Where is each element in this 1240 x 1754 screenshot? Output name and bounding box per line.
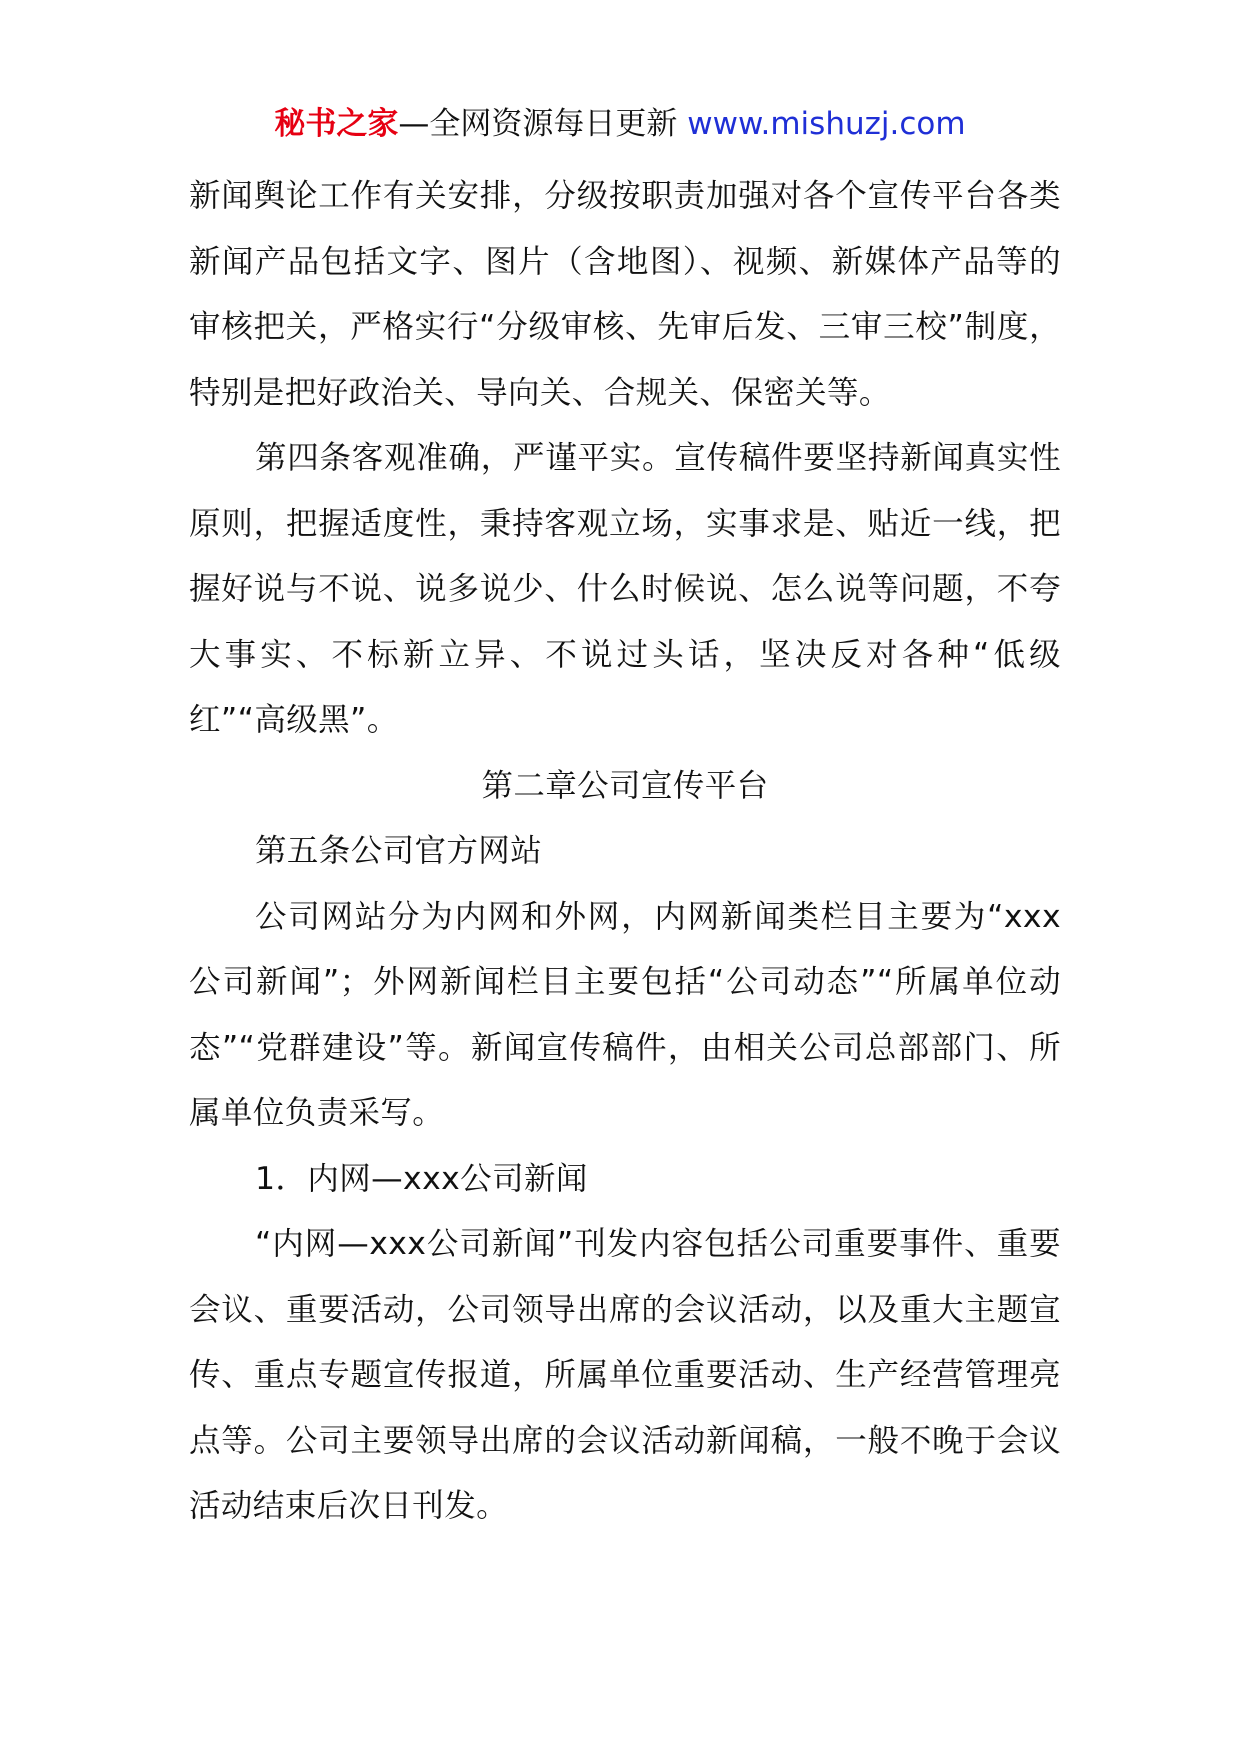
document-body [189, 164, 1061, 1540]
paragraph-continued: 新闻舆论工作有关安排，分级按职责加强对各个宣传平台各类新闻产品包括文字、图片（含地图）、视频、新媒体产品等的审核把关，严格实行“分级审核、先审后发、三审三校”制度，特别是把好政治关、导向关、合规关、保密关等。 [189, 178, 1061, 411]
paragraph-article-4: 第四条客观准确，严谨平实。宣传稿件要坚持新闻真实性原则，把握适度性，秉持客观立场，实事求是、贴近一线，把握好说与不说、说多说少、什么时候说、怎么说等问题，不夸大事实、不标新立异、不说过头话，坚决反对各种“低级红”“高级黑”。 [189, 440, 1061, 738]
subsection-heading-intranet: 1．内网—xxx公司新闻 [255, 1160, 588, 1197]
site-brand: 秘书之家 [274, 106, 399, 142]
chapter-heading: 第二章公司宣传平台 [481, 767, 769, 804]
paragraph-intranet-news: “内网—xxx公司新闻”刊发内容包括公司重要事件、重要会议、重要活动，公司领导出席的会议活动，以及重大主题宣传、重点专题宣传报道，所属单位重要活动、生产经营管理亮点等。公司主要领导出席的会议活动新闻稿，一般不晚于会议活动结束后次日刊发。 [189, 1226, 1061, 1524]
site-header [0, 102, 1240, 146]
site-url-link[interactable]: www.mishuzj.com [687, 106, 966, 142]
paragraph-website-intro: 公司网站分为内网和外网，内网新闻类栏目主要为“xxx公司新闻”；外网新闻栏目主要包括“公司动态”“所属单位动态”“党群建设”等。新闻宣传稿件，由相关公司总部部门、所属单位负责采写。 [189, 898, 1061, 1131]
article-5-heading: 第五条公司官方网站 [255, 833, 543, 869]
site-tagline: —全网资源每日更新 [398, 106, 678, 142]
